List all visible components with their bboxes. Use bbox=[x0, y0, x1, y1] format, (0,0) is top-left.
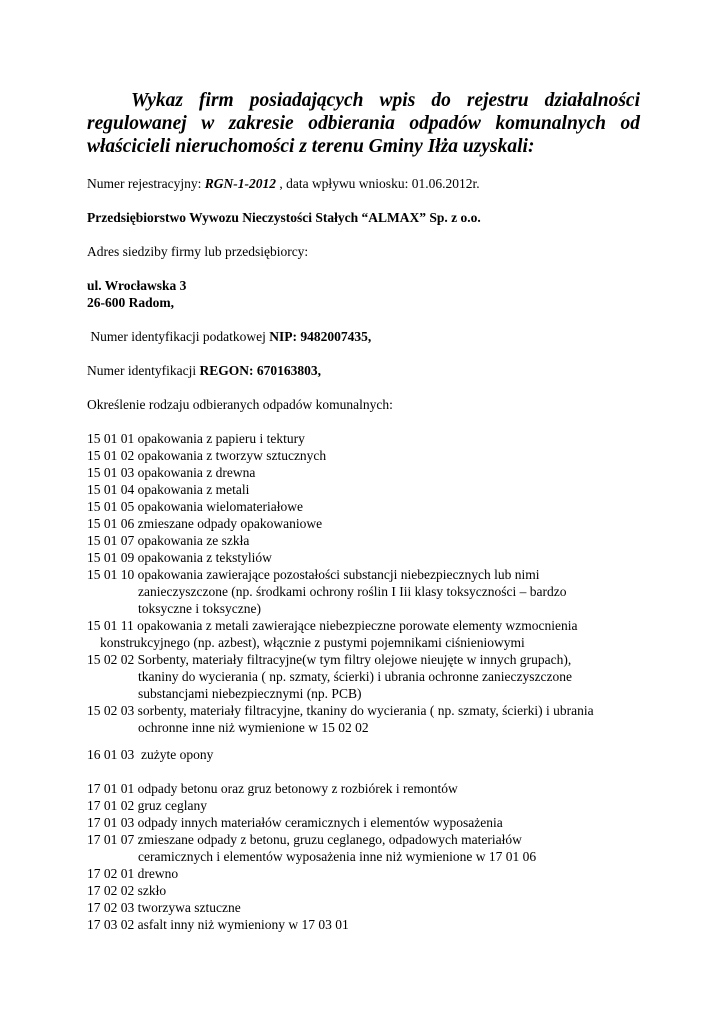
title-text: Wykaz firm posiadających wpis do rejestru działalności regulowanej w zakresie odbierania odpadów komunalnych od właścicieli nieruchomości z terenu Gminy Iłża uzyskali: bbox=[87, 90, 640, 157]
waste-code-text: 15 01 09 opakowania z tekstyliów bbox=[87, 550, 272, 565]
waste-code-text: 15 02 02 Sorbenty, materiały filtracyjne(w tym filtry olejowe nieujęte w innych grupach), bbox=[87, 652, 572, 667]
registration-label: Numer rejestracyjny: bbox=[87, 176, 205, 191]
waste-code-16: 16 01 03 zużyte opony bbox=[87, 747, 214, 762]
waste-types-label: Określenie rodzaju odbieranych odpadów komunalnych: bbox=[87, 397, 393, 412]
waste-code-item bbox=[87, 916, 647, 933]
waste-code-text: 17 01 02 gruz ceglany bbox=[87, 798, 207, 813]
regon-label: Numer identyfikacji bbox=[87, 363, 200, 378]
waste-code-item bbox=[87, 780, 647, 797]
waste-code-item bbox=[87, 865, 647, 882]
nip-value: NIP: 9482007435, bbox=[269, 329, 372, 344]
registration-number: RGN-1-2012 bbox=[204, 176, 276, 191]
document-title bbox=[87, 89, 640, 158]
waste-code-item bbox=[87, 515, 647, 532]
waste-code-text: 15 02 03 sorbenty, materiały filtracyjne, tkaniny do wycierania ( np. szmaty, ścierki) i ubrania bbox=[87, 703, 594, 718]
waste-code-item bbox=[87, 651, 647, 702]
waste-code-text: 15 01 04 opakowania z metali bbox=[87, 482, 250, 497]
waste-code-text: 15 01 05 opakowania wielomateriałowe bbox=[87, 499, 303, 514]
waste-code-text: 15 01 01 opakowania z papieru i tektury bbox=[87, 431, 305, 446]
waste-code-item bbox=[87, 814, 647, 831]
waste-code-text: 17 03 02 asfalt inny niż wymieniony w 17 03 01 bbox=[87, 917, 349, 932]
waste-code-text: 17 02 03 tworzywa sztuczne bbox=[87, 900, 241, 915]
regon-line bbox=[87, 362, 647, 379]
waste-code-item bbox=[87, 617, 647, 651]
waste-code-continuation: tkaniny do wycierania ( np. szmaty, ścierki) i ubrania ochronne zanieczyszczone bbox=[138, 669, 572, 684]
waste-code-text: 17 02 02 szkło bbox=[87, 883, 167, 898]
regon-value: REGON: 670163803, bbox=[199, 363, 321, 378]
waste-code-continuation: zanieczyszczone (np. środkami ochrony roślin I Iii klasy toksyczności – bardzo bbox=[138, 584, 567, 599]
waste-code-text: 17 01 07 zmieszane odpady z betonu, gruzu ceglanego, odpadowych materiałów bbox=[87, 832, 522, 847]
waste-code-text: 15 01 10 opakowania zawierające pozostałości substancji niebezpiecznych lub nimi bbox=[87, 567, 540, 582]
waste-code-list-17 bbox=[87, 780, 647, 933]
waste-code-item bbox=[87, 831, 647, 865]
waste-code-text: 15 01 06 zmieszane odpady opakowaniowe bbox=[87, 516, 323, 531]
waste-code-text: 15 01 11 opakowania z metali zawierające niebezpieczne porowate elementy wzmocnienia bbox=[87, 618, 578, 633]
waste-code-item bbox=[87, 566, 647, 617]
waste-code-item bbox=[87, 549, 647, 566]
waste-code-item bbox=[87, 481, 647, 498]
waste-code-item bbox=[87, 797, 647, 814]
waste-code-text: 17 02 01 drewno bbox=[87, 866, 179, 881]
nip-line bbox=[87, 328, 647, 345]
waste-code-text: 15 01 07 opakowania ze szkła bbox=[87, 533, 250, 548]
waste-code-list-15 bbox=[87, 430, 647, 736]
waste-code-item bbox=[87, 464, 647, 481]
registration-date: , data wpływu wniosku: 01.06.2012r. bbox=[275, 176, 480, 191]
waste-code-text: 15 01 02 opakowania z tworzyw sztucznych bbox=[87, 448, 327, 463]
waste-code-continuation: toksyczne i toksyczne) bbox=[138, 601, 261, 616]
waste-code-text: 15 01 03 opakowania z drewna bbox=[87, 465, 256, 480]
waste-code-item bbox=[87, 702, 647, 736]
waste-code-item bbox=[87, 899, 647, 916]
registration-line bbox=[87, 175, 647, 192]
waste-code-item bbox=[87, 447, 647, 464]
address-city: 26-600 Radom, bbox=[87, 295, 174, 310]
nip-label: Numer identyfikacji podatkowej bbox=[87, 329, 270, 344]
waste-code-item bbox=[87, 430, 647, 447]
waste-code-continuation: ceramicznych i elementów wyposażenia inne niż wymienione w 17 01 06 bbox=[138, 849, 537, 864]
address-street: ul. Wrocławska 3 bbox=[87, 278, 187, 293]
waste-code-text: 17 01 03 odpady innych materiałów ceramicznych i elementów wyposażenia bbox=[87, 815, 503, 830]
waste-code-continuation: konstrukcyjnego (np. azbest), włącznie z pustymi pojemnikami ciśnieniowymi bbox=[100, 635, 525, 650]
waste-code-item bbox=[87, 498, 647, 515]
company-name: Przedsiębiorstwo Wywozu Nieczystości Stałych “ALMAX” Sp. z o.o. bbox=[87, 210, 481, 225]
waste-code-item bbox=[87, 532, 647, 549]
waste-code-item bbox=[87, 882, 647, 899]
waste-code-continuation: substancjami niebezpiecznymi (np. PCB) bbox=[138, 686, 362, 701]
address-label: Adres siedziby firmy lub przedsiębiorcy: bbox=[87, 244, 309, 259]
waste-code-continuation: ochronne inne niż wymienione w 15 02 02 bbox=[138, 720, 369, 735]
waste-code-text: 17 01 01 odpady betonu oraz gruz betonowy z rozbiórek i remontów bbox=[87, 781, 458, 796]
